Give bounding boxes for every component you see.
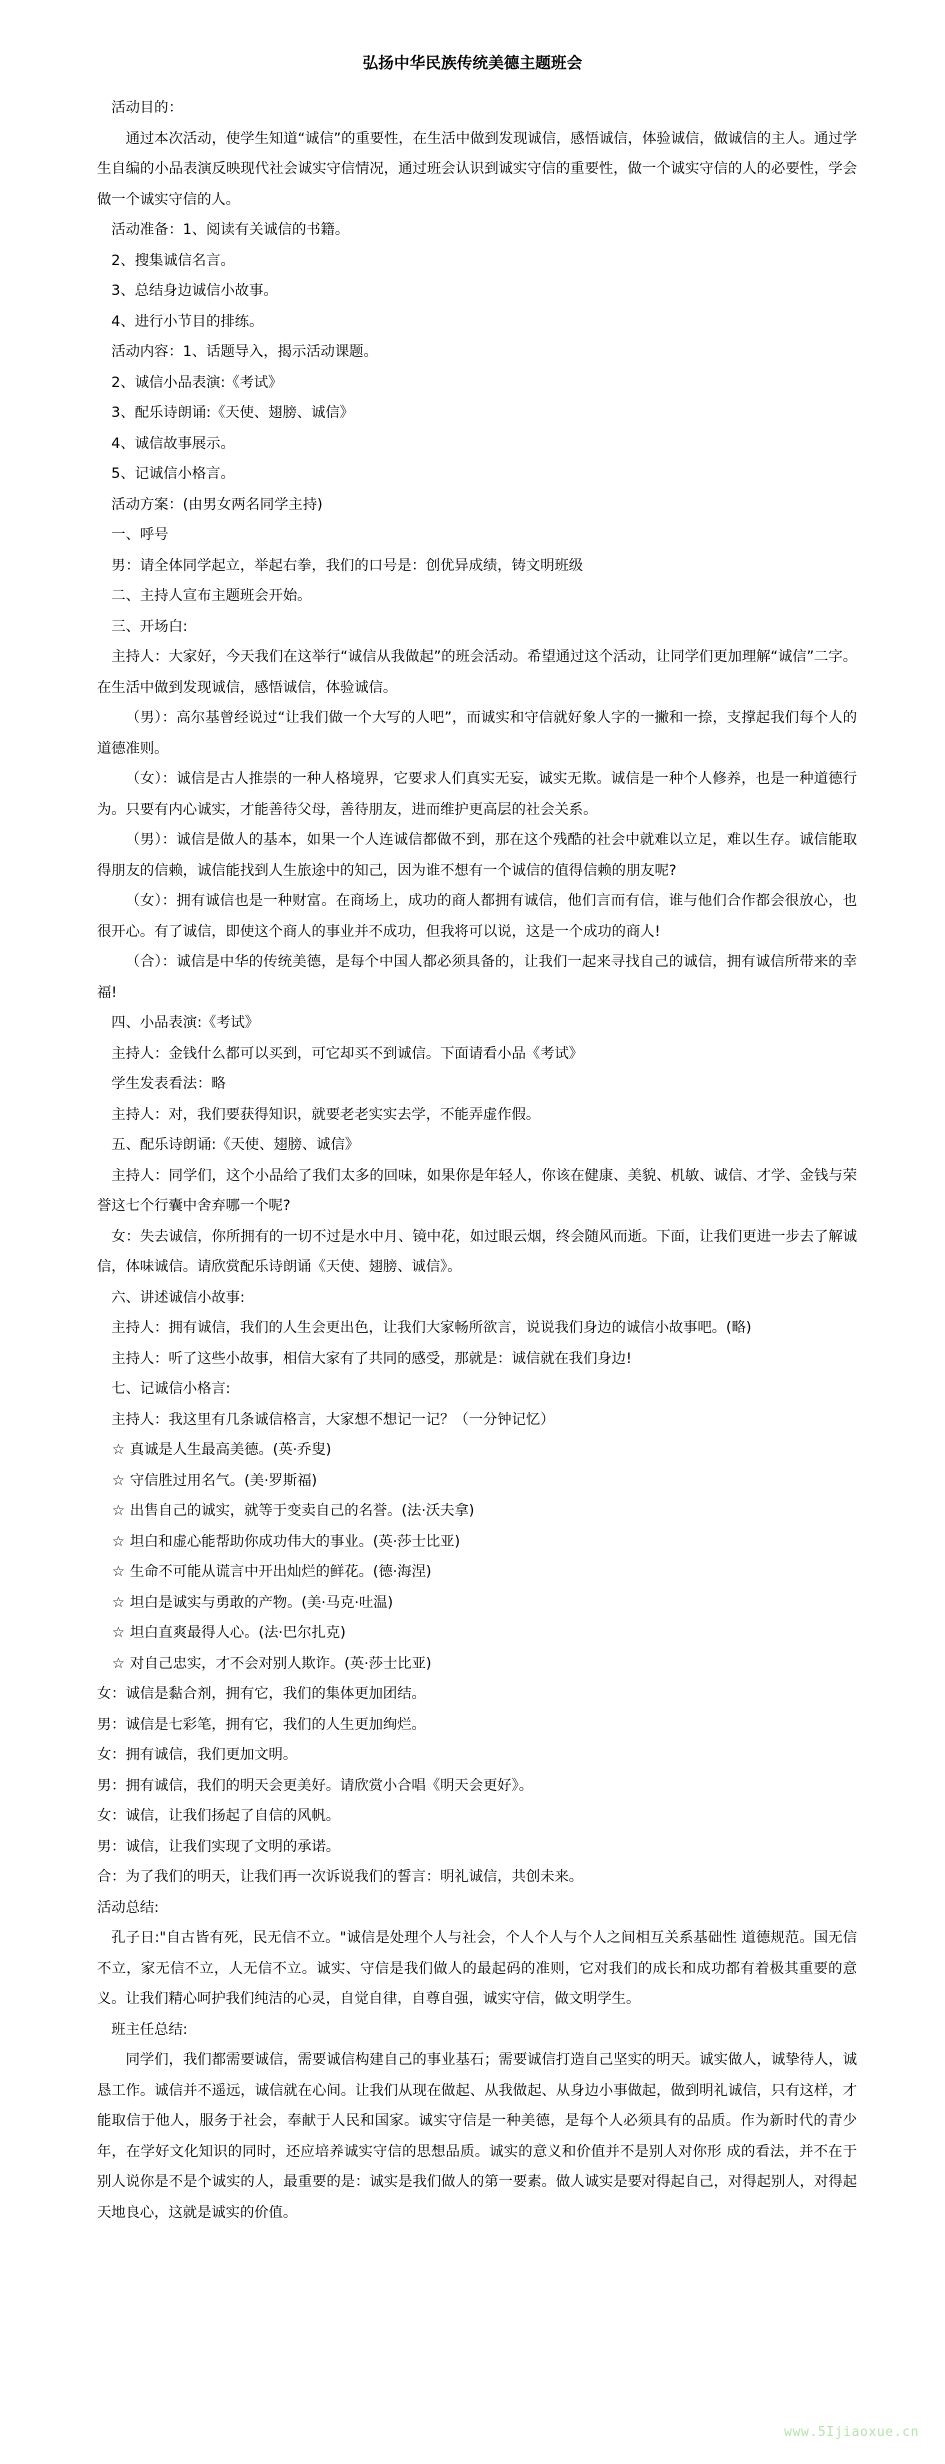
closing-female-line-3: 女：诚信，让我们扬起了自信的风帆。 bbox=[97, 1808, 341, 1825]
maxim-text: 出售自己的诚实，就等于变卖自己的名誉。(法·沃夫拿) bbox=[129, 1503, 475, 1520]
maxim-text: 坦白是诚实与勇敢的产物。(美·马克·吐温) bbox=[129, 1594, 394, 1611]
content-item-1: 活动内容：1、话题导入，揭示活动课题。 bbox=[111, 344, 378, 361]
maxim-text: 生命不可能从谎言中开出灿烂的鲜花。(德·海涅) bbox=[129, 1564, 432, 1581]
list-item bbox=[97, 1618, 857, 1649]
section-3-both-line: （合）：诚信是中华的传统美德，是每个中国人都必须具备的，让我们一起来寻找自己的诚信，拥有诚信所带来的幸福! bbox=[97, 954, 857, 1001]
maxim-text: 坦白直爽最得人心。(法·巴尔扎克) bbox=[129, 1625, 346, 1642]
star-icon: ☆ bbox=[112, 1472, 125, 1489]
prep-item-4: 4、进行小节目的排练。 bbox=[111, 313, 264, 330]
section-7-heading: 七、记诚信小格言: bbox=[111, 1381, 231, 1398]
summary-body: 孔子日:"自古皆有死，民无信不立。"诚信是处理个人与社会，个人个人与个人之间相互关系基础性 道德规范。国无信不立，家无信不立，人无信不立。诚实、守信是我们做人的最起码的准则，它对我们的成长和成功都有着极其重要的意义。让我们精心呵护我们纯洁的心灵，自觉自律，自尊自强，诚实守信，做文明学生。 bbox=[97, 1930, 857, 2008]
content-item-5: 5、记诚信小格言。 bbox=[111, 466, 235, 483]
section-3-female-line-1: （女）：诚信是古人推崇的一种人格境界，它要求人们真实无妄，诚实无欺。诚信是一种个人修养，也是一种道德行为。只要有内心诚实，才能善待父母，善待朋友，进而维护更高层的社会关系。 bbox=[97, 771, 857, 818]
page-title: 弘扬中华民族传统美德主题班会 bbox=[362, 54, 583, 72]
star-icon: ☆ bbox=[112, 1564, 125, 1581]
document-body bbox=[0, 93, 945, 2228]
section-purpose-heading: 活动目的： bbox=[111, 100, 183, 117]
section-3-male-line-1: （男）：高尔基曾经说过“让我们做一个大写的人吧”，而诚实和守信就好象人字的一撇和一捺，支撑起我们每个人的道德准则。 bbox=[97, 710, 857, 757]
section-4-host-line-2: 主持人：对，我们要获得知识，就要老老实实去学，不能弄虚作假。 bbox=[111, 1106, 541, 1123]
closing-male-line-1: 男：诚信是七彩笔，拥有它，我们的人生更加绚烂。 bbox=[97, 1716, 426, 1733]
list-item bbox=[97, 1557, 857, 1588]
closing-male-line-3: 男：诚信，让我们实现了文明的承诺。 bbox=[97, 1838, 341, 1855]
list-item bbox=[97, 1649, 857, 1680]
section-plan-heading: 活动方案：(由男女两名同学主持) bbox=[111, 496, 323, 513]
content-item-3: 3、配乐诗朗诵:《天使、翅膀、诚信》 bbox=[111, 405, 354, 422]
list-item bbox=[97, 1588, 857, 1619]
section-4-heading: 四、小品表演:《考试》 bbox=[111, 1015, 260, 1032]
content-item-2: 2、诚信小品表演:《考试》 bbox=[111, 374, 283, 391]
star-icon: ☆ bbox=[112, 1442, 125, 1459]
teacher-summary-heading: 班主任总结: bbox=[111, 2021, 188, 2038]
section-1-male-line: 男：请全体同学起立，举起右拳，我们的口号是：创优异成绩，铸文明班级 bbox=[111, 557, 584, 574]
section-3-host-line: 主持人：大家好，今天我们在这举行“诚信从我做起”的班会活动。希望通过这个活动，让同学们更加理解“诚信”二字。在生活中做到发现诚信，感悟诚信，体验诚信。 bbox=[97, 649, 857, 696]
list-item bbox=[97, 1435, 857, 1466]
star-icon: ☆ bbox=[112, 1533, 125, 1550]
section-5-heading: 五、配乐诗朗诵:《天使、翅膀、诚信》 bbox=[111, 1137, 360, 1154]
section-2-heading: 二、主持人宣布主题班会开始。 bbox=[111, 588, 312, 605]
prep-item-1: 活动准备：1、阅读有关诚信的书籍。 bbox=[111, 222, 350, 239]
section-6-host-line-1: 主持人：拥有诚信，我们的人生会更出色，让我们大家畅所欲言，说说我们身边的诚信小故事吧。(略) bbox=[111, 1320, 752, 1337]
section-4-students-line: 学生发表看法：略 bbox=[111, 1076, 226, 1093]
section-1-heading: 一、呼号 bbox=[111, 527, 169, 544]
section-6-host-line-2: 主持人：听了这些小故事，相信大家有了共同的感受，那就是：诚信就在我们身边! bbox=[111, 1350, 632, 1367]
maxim-text: 守信胜过用名气。(美·罗斯福) bbox=[129, 1472, 318, 1489]
section-7-host-line: 主持人：我这里有几条诚信格言，大家想不想记一记？（一分钟记忆） bbox=[111, 1411, 555, 1428]
star-icon: ☆ bbox=[112, 1594, 125, 1611]
maxim-text: 真诚是人生最高美德。(英·乔叟) bbox=[129, 1442, 332, 1459]
site-watermark: www.5Ijiaoxue.cn bbox=[784, 2425, 919, 2440]
closing-male-line-2: 男：拥有诚信，我们的明天会更美好。请欣赏小合唱《明天会更好》。 bbox=[97, 1777, 534, 1794]
summary-heading: 活动总结: bbox=[97, 1899, 160, 1916]
content-item-4: 4、诚信故事展示。 bbox=[111, 435, 235, 452]
section-purpose-body: 通过本次活动，使学生知道“诚信”的重要性，在生活中做到发现诚信，感悟诚信，体验诚信，做诚信的主人。通过学生自编的小品表演反映现代社会诚实守信情况，通过班会认识到诚实守信的重要性，做一个诚实守信的人的必要性，学会做一个诚实守信的人。 bbox=[97, 130, 857, 208]
star-icon: ☆ bbox=[112, 1655, 125, 1672]
list-item bbox=[97, 1527, 857, 1558]
section-3-male-line-2: （男）：诚信是做人的基本，如果一个人连诚信都做不到，那在这个残酷的社会中就难以立足，难以生存。诚信能取得朋友的信赖，诚信能找到人生旅途中的知己，因为谁不想有一个诚信的值得信赖的朋友呢? bbox=[97, 832, 857, 879]
section-5-host-line: 主持人：同学们，这个小品给了我们太多的回味，如果你是年轻人，你该在健康、美貌、机敏、诚信、才学、金钱与荣誉这七个行囊中舍弃哪一个呢? bbox=[97, 1167, 857, 1215]
prep-item-3: 3、总结身边诚信小故事。 bbox=[111, 283, 278, 300]
prep-item-2: 2、搜集诚信名言。 bbox=[111, 252, 235, 269]
section-6-heading: 六、讲述诚信小故事: bbox=[111, 1289, 245, 1306]
closing-female-line-1: 女：诚信是黏合剂，拥有它，我们的集体更加团结。 bbox=[97, 1686, 426, 1703]
star-icon: ☆ bbox=[112, 1503, 125, 1520]
closing-female-line-2: 女：拥有诚信，我们更加文明。 bbox=[97, 1747, 298, 1764]
list-item bbox=[97, 1496, 857, 1527]
section-4-host-line-1: 主持人：金钱什么都可以买到，可它却买不到诚信。下面请看小品《考试》 bbox=[111, 1045, 584, 1062]
closing-both-line: 合：为了我们的明天，让我们再一次诉说我们的誓言：明礼诚信，共创未来。 bbox=[97, 1869, 584, 1886]
section-3-heading: 三、开场白: bbox=[111, 618, 188, 635]
section-3-female-line-2: （女）：拥有诚信也是一种财富。在商场上，成功的商人都拥有诚信，他们言而有信，谁与他们合作都会很放心，也很开心。有了诚信，即使这个商人的事业并不成功，但我将可以说，这是一个成功的商人! bbox=[97, 893, 857, 940]
section-5-female-line: 女：失去诚信，你所拥有的一切不过是水中月、镜中花，如过眼云烟，终会随风而逝。下面，让我们更进一步去了解诚信，体味诚信。请欣赏配乐诗朗诵《天使、翅膀、诚信》。 bbox=[97, 1228, 857, 1276]
star-icon: ☆ bbox=[112, 1625, 125, 1642]
list-item bbox=[97, 1466, 857, 1497]
maxim-text: 坦白和虚心能帮助你成功伟大的事业。(英·莎士比亚) bbox=[129, 1533, 461, 1550]
maxim-list bbox=[97, 1435, 857, 1679]
maxim-text: 对自己忠实，才不会对别人欺诈。(英·莎士比亚) bbox=[129, 1655, 432, 1672]
teacher-summary-body: 同学们，我们都需要诚信，需要诚信构建自己的事业基石；需要诚信打造自己坚实的明天。诚实做人，诚挚待人，诚恳工作。诚信并不遥远，诚信就在心间。让我们从现在做起、从我做起、从身边小事做起，做到明礼诚信，只有这样，才能取信于他人，服务于社会，奉献于人民和国家。诚实守信是一种美德，是每个人必须具有的品质。作为新时代的青少年，在学好文化知识的同时，还应培养诚实守信的思想品质。诚实的意义和价值并不是别人对你形 成的看法，并不在于别人说你是不是个诚实的人，最重要的是：诚实是我们做人的第一要素。做人诚实是要对得起自己，对得起别人，对得起天地良心，这就是诚实的价值。 bbox=[97, 2052, 857, 2221]
